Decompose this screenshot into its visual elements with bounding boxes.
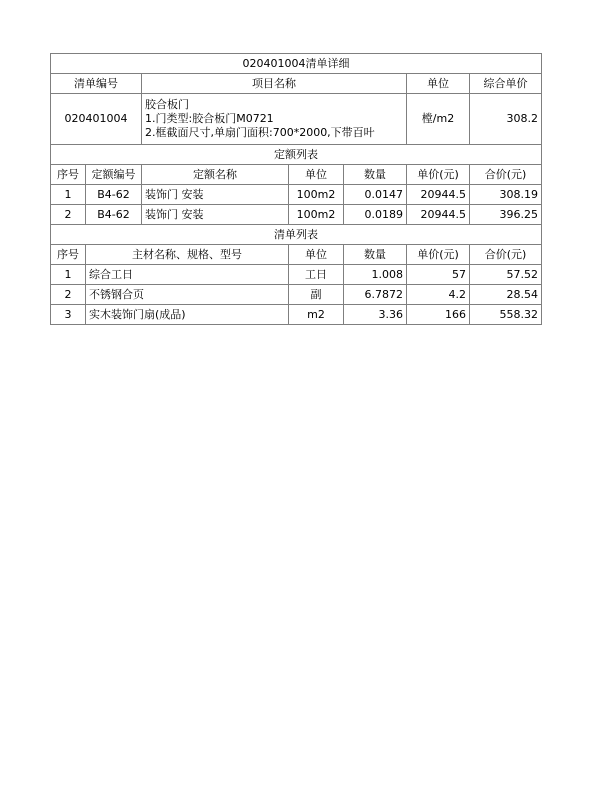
header-unit: 单位 [407, 74, 470, 94]
quota-unit: 100m2 [289, 205, 344, 225]
material-header-unit: 单位 [289, 245, 344, 265]
material-name: 不锈钢合页 [86, 285, 289, 305]
material-unit: m2 [289, 305, 344, 325]
table-row [51, 305, 542, 325]
table-row [51, 285, 542, 305]
quota-header-total: 合价(元) [470, 165, 542, 185]
quota-header-unit: 单位 [289, 165, 344, 185]
material-total: 28.54 [470, 285, 542, 305]
material-qty: 6.7872 [344, 285, 407, 305]
quota-code: B4-62 [86, 185, 142, 205]
quota-header-code: 定额编号 [86, 165, 142, 185]
quota-unit-price: 20944.5 [407, 185, 470, 205]
quota-qty: 0.0189 [344, 205, 407, 225]
material-header-name: 主材名称、规格、型号 [86, 245, 289, 265]
material-header-qty: 数量 [344, 245, 407, 265]
list-item-name-line: 胶合板门 [145, 98, 189, 111]
material-seq: 3 [51, 305, 86, 325]
material-header-unit-price: 单价(元) [407, 245, 470, 265]
quota-header-name: 定额名称 [142, 165, 289, 185]
material-unit-price: 166 [407, 305, 470, 325]
list-item-name [142, 94, 407, 145]
quota-seq: 1 [51, 185, 86, 205]
quota-total: 396.25 [470, 205, 542, 225]
material-seq: 2 [51, 285, 86, 305]
quota-qty: 0.0147 [344, 185, 407, 205]
material-unit-price: 57 [407, 265, 470, 285]
material-name: 实木装饰门扇(成品) [86, 305, 289, 325]
quota-name: 装饰门 安装 [142, 185, 289, 205]
quota-unit: 100m2 [289, 185, 344, 205]
table-row [51, 205, 542, 225]
quota-header-seq: 序号 [51, 165, 86, 185]
material-unit: 副 [289, 285, 344, 305]
header-list-code: 清单编号 [51, 74, 142, 94]
material-header-total: 合价(元) [470, 245, 542, 265]
table-title: 020401004清单详细 [51, 54, 542, 74]
quota-unit-price: 20944.5 [407, 205, 470, 225]
material-unit: 工日 [289, 265, 344, 285]
material-total: 558.32 [470, 305, 542, 325]
quota-seq: 2 [51, 205, 86, 225]
material-qty: 1.008 [344, 265, 407, 285]
material-section-title: 清单列表 [51, 225, 542, 245]
material-header-seq: 序号 [51, 245, 86, 265]
material-seq: 1 [51, 265, 86, 285]
material-name: 综合工日 [86, 265, 289, 285]
quota-name: 装饰门 安装 [142, 205, 289, 225]
quota-header-qty: 数量 [344, 165, 407, 185]
quota-total: 308.19 [470, 185, 542, 205]
quota-section-title: 定额列表 [51, 145, 542, 165]
table-row [51, 265, 542, 285]
list-item-code: 020401004 [51, 94, 142, 145]
list-item-unit-price: 308.2 [470, 94, 542, 145]
material-unit-price: 4.2 [407, 285, 470, 305]
header-item-name: 项目名称 [142, 74, 407, 94]
list-item-unit: 樘/m2 [407, 94, 470, 145]
material-total: 57.52 [470, 265, 542, 285]
list-detail-table [50, 53, 542, 325]
material-qty: 3.36 [344, 305, 407, 325]
quota-code: B4-62 [86, 205, 142, 225]
list-item-name-line: 2.框截面尺寸,单扇门面积:700*2000,下带百叶 [145, 126, 375, 139]
list-item-name-line: 1.门类型:胶合板门M0721 [145, 112, 274, 125]
table-row [51, 185, 542, 205]
quota-header-unit-price: 单价(元) [407, 165, 470, 185]
header-unit-price: 综合单价 [470, 74, 542, 94]
